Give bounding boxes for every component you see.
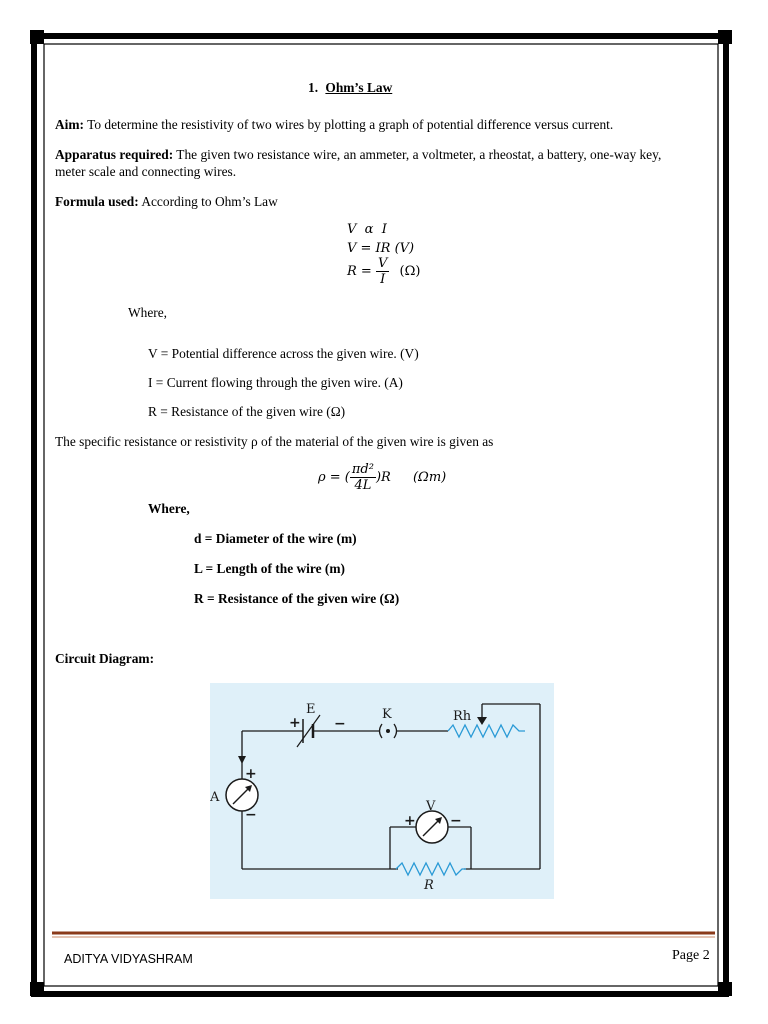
where1-item-v: V = Potential difference across the given wire. (V) — [148, 346, 419, 361]
where1-item-r: R = Resistance of the given wire (Ω) — [148, 404, 346, 419]
heading-title: Ohm’s Law — [325, 80, 393, 95]
eq3-lhs: R = — [347, 264, 372, 279]
apparatus-line2: meter scale and connecting wires. — [55, 164, 237, 179]
footer-school: ADITYA VIDYASHRAM — [64, 952, 193, 966]
heading-number: 1. — [308, 80, 319, 95]
where-label-2: Where, — [148, 501, 190, 516]
resistor-label: R — [424, 878, 434, 893]
where2-item-d: d = Diameter of the wire (m) — [194, 531, 357, 546]
where2-item-r: R = Resistance of the given wire (Ω) — [194, 591, 400, 606]
eq3-numerator: V — [377, 256, 388, 271]
resistivity-lhs: ρ = ( — [318, 470, 350, 485]
voltmeter-plus: + — [404, 813, 416, 829]
formula-paragraph — [55, 193, 278, 210]
footer-rule — [52, 931, 715, 939]
battery-minus: − — [334, 716, 346, 732]
resistivity-rhs: )R — [375, 470, 391, 485]
ammeter-plus: + — [245, 766, 257, 782]
where-label-1: Where, — [128, 305, 168, 320]
voltmeter-label: V — [426, 799, 436, 814]
formula-label: Formula used: — [55, 194, 139, 209]
footer-page-number: Page 2 — [672, 948, 710, 963]
ammeter-minus: − — [245, 807, 257, 823]
key-dot — [386, 729, 390, 733]
apparatus-paragraph — [55, 146, 661, 163]
eq3-unit: (Ω) — [399, 264, 421, 279]
aim-paragraph — [55, 116, 613, 133]
eq3-denominator: I — [380, 272, 386, 287]
key-label: K — [382, 707, 392, 722]
rheostat-label: Rh — [453, 709, 472, 724]
battery-plus: + — [289, 715, 301, 731]
formula-text: According to Ohm’s Law — [141, 194, 278, 209]
where2-item-l: L = Length of the wire (m) — [194, 561, 345, 576]
circuit-diagram — [210, 683, 554, 899]
section-heading — [308, 79, 392, 96]
apparatus-label: Apparatus required: — [55, 147, 174, 162]
resistivity-unit: (Ωm) — [412, 470, 447, 485]
equation-resistivity — [318, 462, 446, 493]
equation-ohms-law: V = IR (V) — [347, 241, 415, 256]
aim-text: To determine the resistivity of two wires by plotting a graph of potential difference versus current. — [87, 117, 614, 132]
resistivity-text: The specific resistance or resistivity ρ of the material of the given wire is given as — [55, 434, 494, 449]
equation-resistance — [347, 256, 420, 287]
circuit-diagram-label: Circuit Diagram: — [55, 651, 155, 666]
apparatus-line1: The given two resistance wire, an ammeter, a voltmeter, a rheostat, a battery, one-way key, — [176, 147, 662, 162]
where1-item-i: I = Current flowing through the given wire. (A) — [148, 375, 403, 390]
battery-label: E — [306, 702, 316, 717]
resistivity-fraction — [350, 462, 376, 493]
aim-label: Aim: — [55, 117, 85, 132]
ammeter-label: A — [210, 790, 220, 805]
equation-proportional: V α I — [347, 222, 387, 237]
resistivity-numerator: πd² — [351, 462, 374, 477]
resistivity-denominator: 4L — [354, 478, 372, 493]
voltmeter-minus: − — [450, 813, 462, 829]
eq3-fraction — [376, 256, 389, 287]
